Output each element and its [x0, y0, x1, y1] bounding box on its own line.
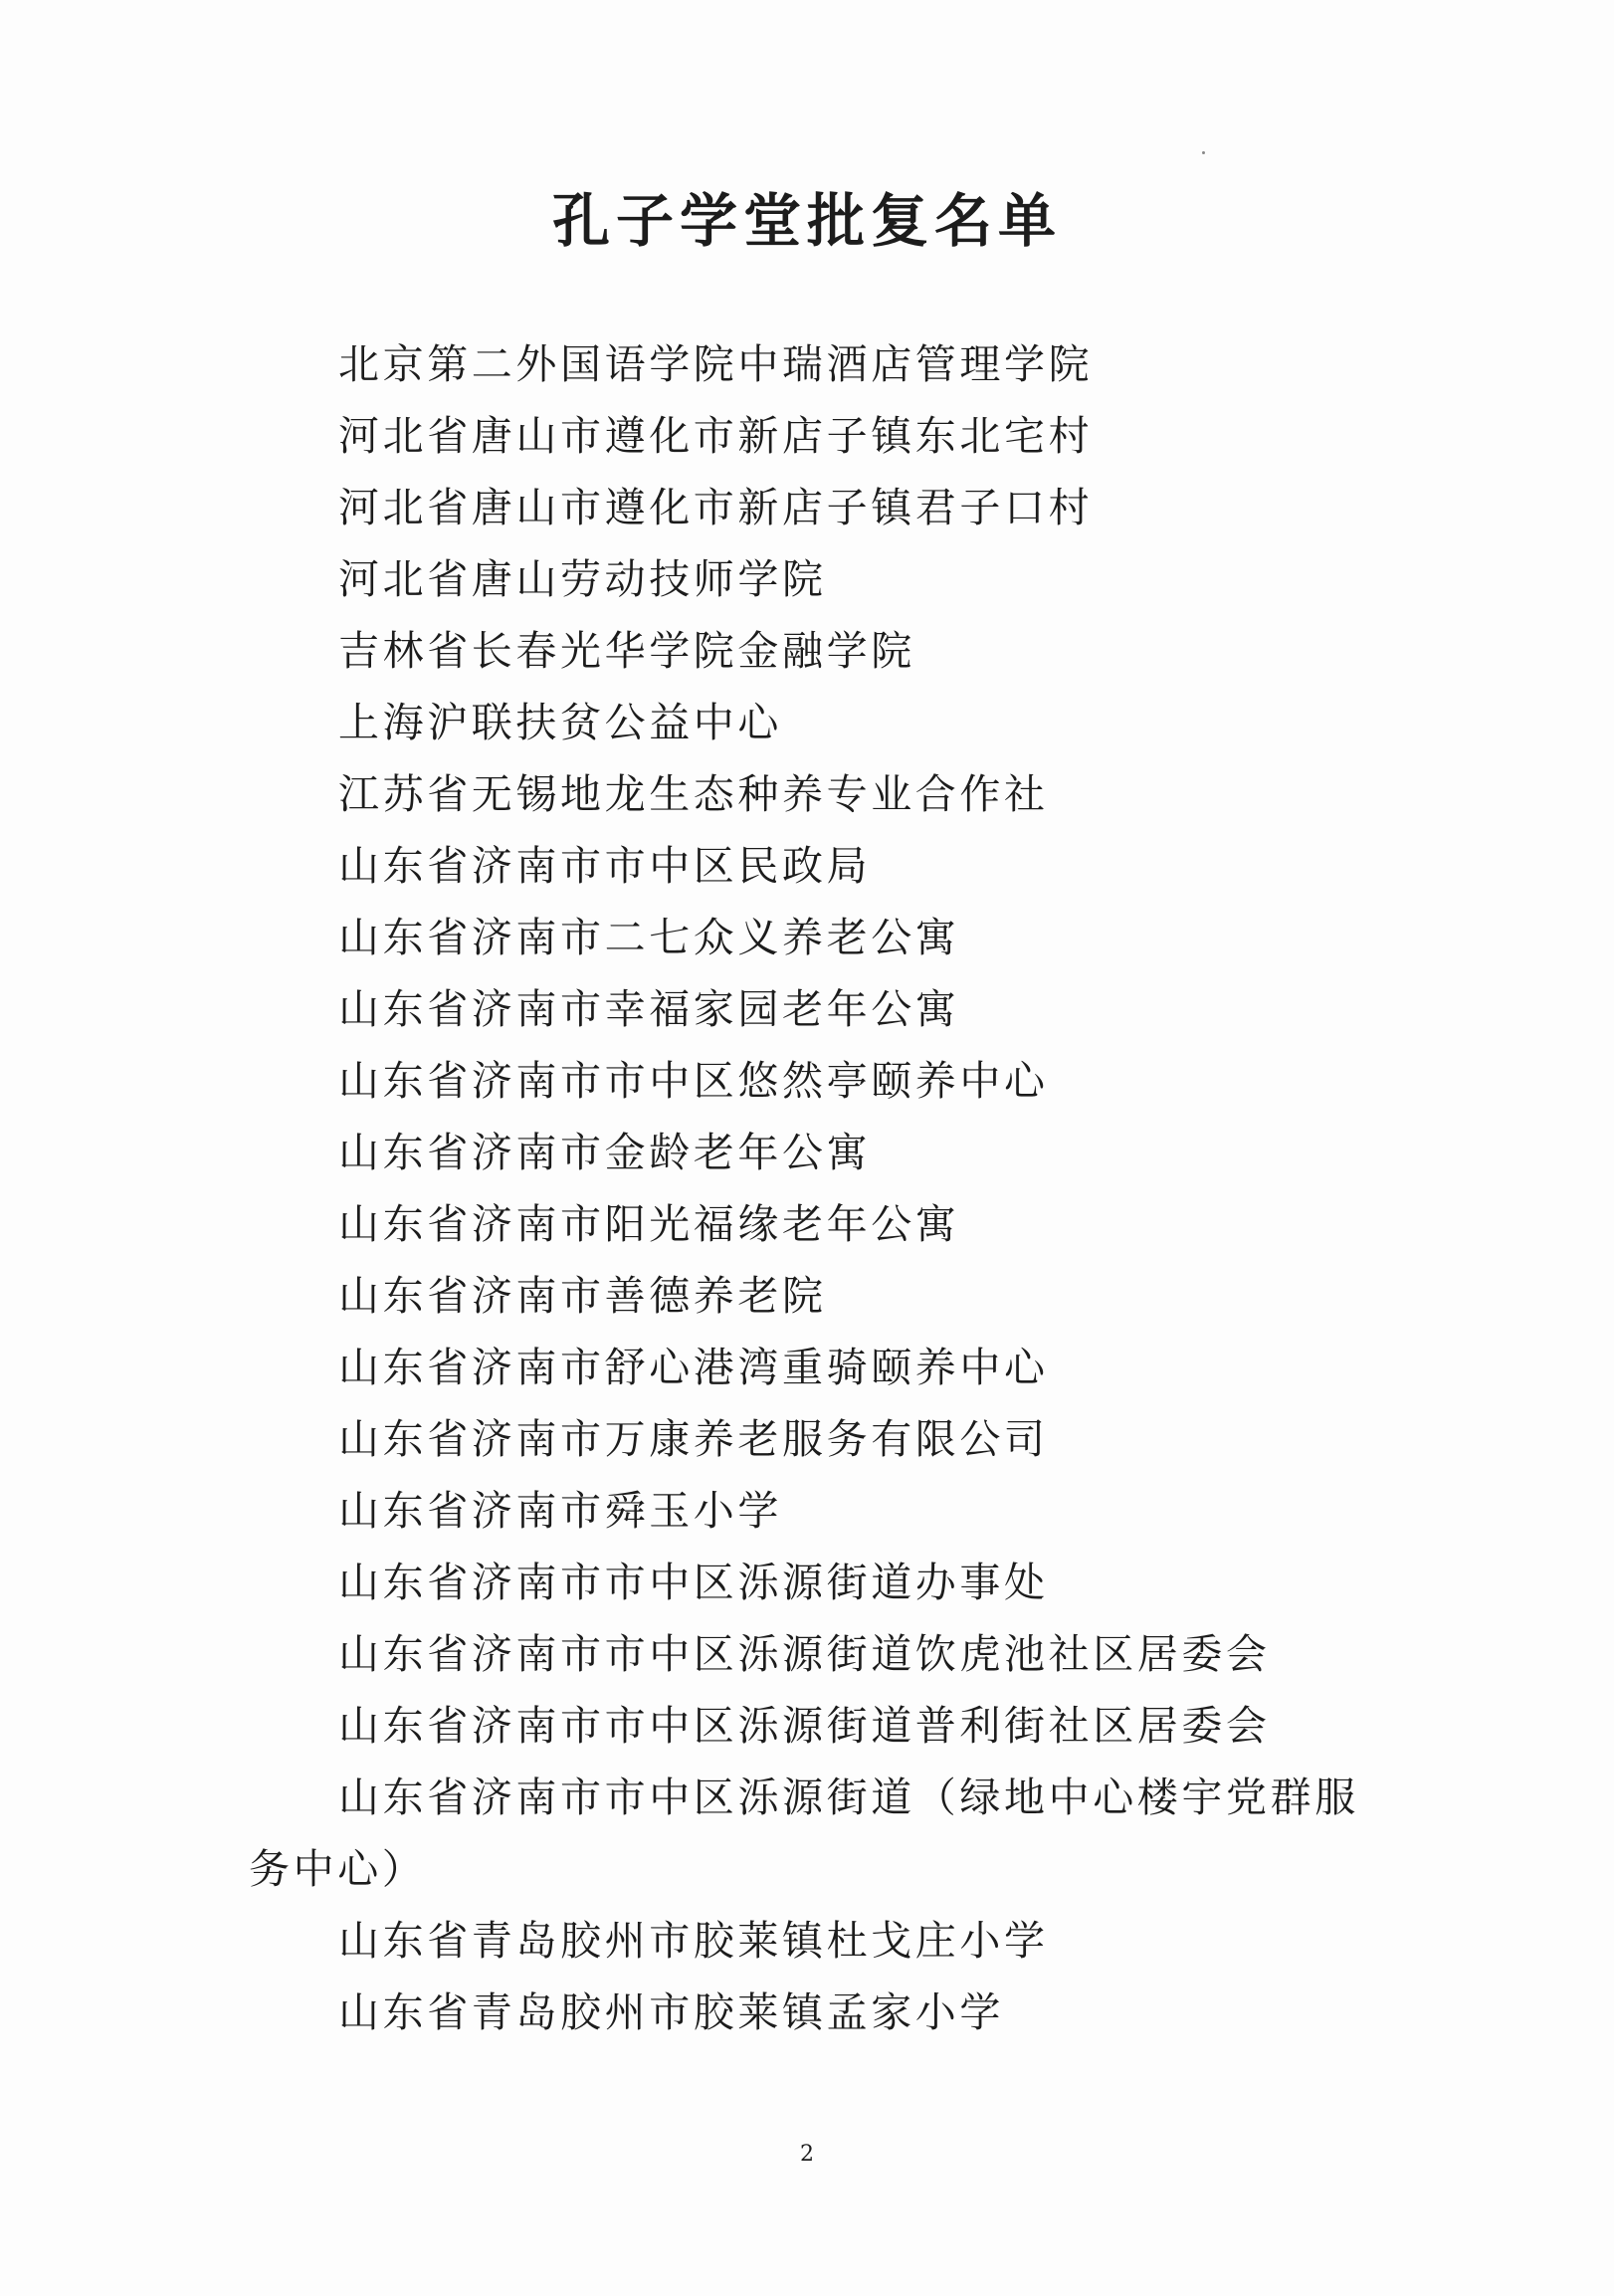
list-item: 山东省济南市二七众义养老公寓 [338, 914, 960, 961]
list-item: 上海沪联扶贫公益中心 [338, 699, 782, 746]
list-item: 山东省济南市阳光福缘老年公寓 [338, 1200, 960, 1248]
list-item-wrapped [249, 1762, 1363, 1905]
list-item: 北京第二外国语学院中瑞酒店管理学院 [338, 340, 1094, 388]
list-item: 河北省唐山市遵化市新店子镇东北宅村 [338, 412, 1094, 460]
wrapped-second-line: 务中心） [249, 1845, 427, 1893]
list-item: 山东省济南市市中区泺源街道普利街社区居委会 [338, 1702, 1271, 1750]
list-item: 山东省济南市市中区悠然亭颐养中心 [338, 1057, 1049, 1105]
list-item: 山东省济南市市中区民政局 [338, 842, 872, 890]
list-item: 河北省唐山劳动技师学院 [338, 555, 827, 603]
page-title: 孔子学堂批复名单 [551, 187, 1062, 255]
list-item: 山东省济南市市中区泺源街道饮虎池社区居委会 [338, 1630, 1271, 1678]
list-item: 山东省济南市幸福家园老年公寓 [338, 985, 960, 1033]
wrapped-first-line: 山东省济南市市中区泺源街道（绿地中心楼宇党群服 [338, 1774, 1359, 1821]
list-item: 山东省济南市舜玉小学 [338, 1487, 782, 1535]
list-item: 河北省唐山市遵化市新店子镇君子口村 [338, 484, 1094, 531]
list-item: 江苏省无锡地龙生态种养专业合作社 [338, 770, 1049, 818]
approval-list [249, 328, 1363, 2048]
list-item: 山东省济南市市中区泺源街道办事处 [338, 1559, 1049, 1606]
list-item: 山东省济南市舒心港湾重骑颐养中心 [338, 1344, 1049, 1391]
list-item: 山东省青岛胶州市胶莱镇孟家小学 [338, 1988, 1004, 2036]
list-item: 山东省青岛胶州市胶莱镇杜戈庄小学 [338, 1917, 1049, 1965]
list-item: 山东省济南市善德养老院 [338, 1272, 827, 1320]
list-item: 山东省济南市金龄老年公寓 [338, 1129, 872, 1176]
list-item: 山东省济南市万康养老服务有限公司 [338, 1415, 1049, 1463]
list-item: 吉林省长春光华学院金融学院 [338, 627, 915, 675]
page-number: 2 [800, 2142, 814, 2167]
scan-speck [1202, 151, 1205, 154]
